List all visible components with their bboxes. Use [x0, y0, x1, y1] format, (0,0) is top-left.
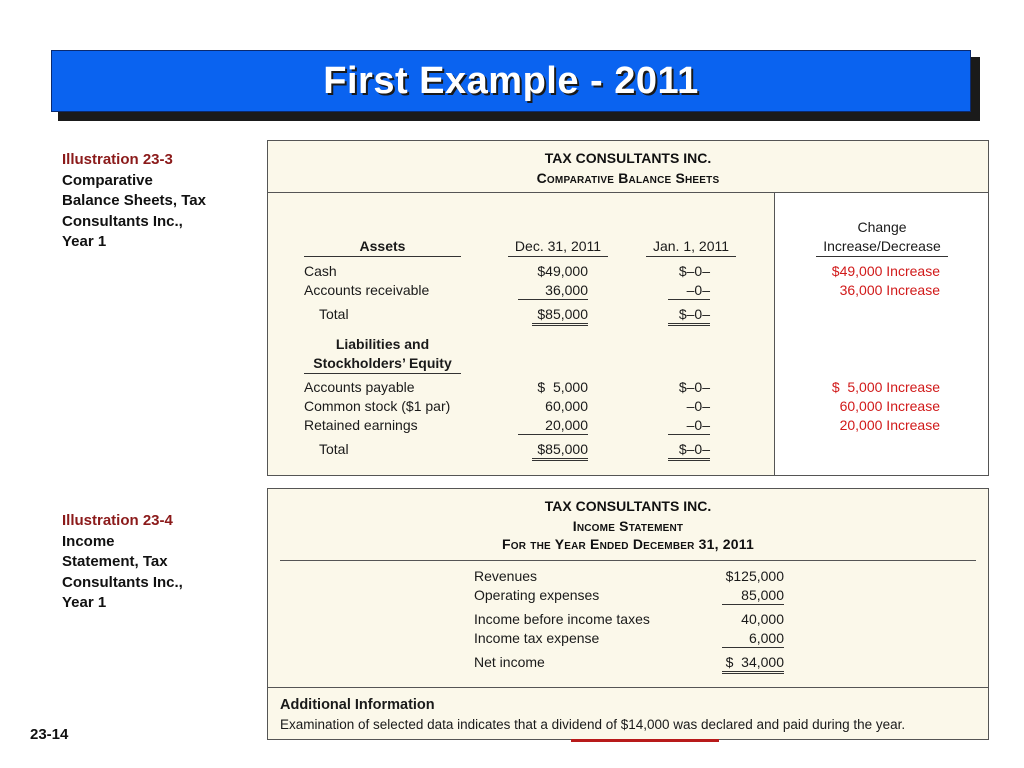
caption-ref: Illustration 23-3 — [62, 151, 173, 168]
change-column-divider — [774, 192, 775, 475]
cash-jan: $–0– — [678, 263, 710, 279]
slide-title: First Example - 2011 — [323, 59, 699, 102]
liab-total-dec: $85,000 — [532, 441, 588, 461]
income-statement — [267, 488, 989, 740]
income-subtitle: Income Statement — [572, 518, 684, 534]
assets-header: Assets — [304, 238, 461, 257]
income-tax-expense-value: 6,000 — [722, 630, 784, 648]
row-label-income-tax-expense: Income tax expense — [474, 630, 600, 646]
cs-dec: 60,000 — [545, 398, 588, 414]
caption-desc-line: Consultants Inc., — [62, 212, 183, 230]
change-header-line2: Increase/Decrease — [816, 238, 948, 257]
caption-desc-line: Consultants Inc., — [62, 573, 183, 591]
caption-ref: Illustration 23-4 — [62, 512, 173, 529]
row-label-accounts-receivable: Accounts receivable — [304, 282, 430, 298]
caption-illustration-23-3 — [62, 150, 252, 253]
dec-2011-header: Dec. 31, 2011 — [508, 238, 608, 257]
title-banner — [51, 50, 971, 112]
row-label-liabilities-total: Total — [319, 441, 349, 457]
row-label-revenues: Revenues — [474, 568, 538, 584]
revenues-value: $125,000 — [725, 568, 784, 584]
change-header-line1: Change — [857, 219, 907, 235]
ap-dec: $ 5,000 — [537, 379, 588, 395]
row-label-assets-total: Total — [319, 306, 349, 322]
caption-desc-line: Income — [62, 532, 115, 550]
caption-desc-line: Year 1 — [62, 594, 107, 611]
income-before-taxes-value: 40,000 — [741, 611, 784, 627]
row-label-accounts-payable: Accounts payable — [304, 379, 415, 395]
comparative-balance-sheet — [267, 140, 989, 476]
operating-expenses-value: 85,000 — [722, 587, 784, 605]
additional-info-text: Examination of selected data indicates that a dividend of $14,000 was declared and paid during the year. — [280, 717, 906, 732]
income-header-divider — [280, 560, 976, 561]
ap-change: $ 5,000 Increase — [831, 379, 940, 395]
cs-jan: –0– — [686, 398, 710, 414]
balance-company-name: TAX CONSULTANTS INC. — [544, 150, 712, 166]
caption-desc-line: Year 1 — [62, 233, 107, 250]
cash-dec: $49,000 — [537, 263, 588, 279]
additional-info-title: Additional Information — [280, 697, 435, 713]
row-label-income-before-taxes: Income before income taxes — [474, 611, 650, 627]
row-label-operating-expenses: Operating expenses — [474, 587, 600, 603]
re-change: 20,000 Increase — [839, 417, 940, 433]
row-label-cash: Cash — [304, 263, 337, 279]
balance-subtitle: Comparative Balance Sheets — [536, 170, 720, 186]
liabilities-header-line1: Liabilities and — [335, 336, 430, 352]
net-income-value: $ 34,000 — [722, 654, 784, 674]
liabilities-header-line2: Stockholders’ Equity — [304, 355, 461, 374]
row-label-net-income: Net income — [474, 654, 545, 670]
additional-info-divider — [268, 687, 988, 688]
caption-desc-line: Comparative — [62, 171, 153, 189]
ar-dec: 36,000 — [518, 282, 588, 300]
jan-2011-header: Jan. 1, 2011 — [646, 238, 736, 257]
accent-bar — [571, 739, 719, 742]
row-label-retained-earnings: Retained earnings — [304, 417, 418, 433]
ar-change: 36,000 Increase — [839, 282, 940, 298]
re-dec: 20,000 — [518, 417, 588, 435]
row-label-common-stock: Common stock ($1 par) — [304, 398, 451, 414]
cash-change: $49,000 Increase — [831, 263, 940, 279]
liab-total-jan: $–0– — [668, 441, 710, 461]
header-divider — [268, 192, 988, 193]
ap-jan: $–0– — [678, 379, 710, 395]
income-company-name: TAX CONSULTANTS INC. — [544, 498, 712, 514]
caption-desc-line: Statement, Tax — [62, 553, 168, 570]
caption-desc-line: Balance Sheets, Tax — [62, 192, 206, 209]
cs-change: 60,000 Increase — [839, 398, 940, 414]
ar-jan: –0– — [668, 282, 710, 300]
assets-total-dec: $85,000 — [532, 306, 588, 326]
caption-illustration-23-4 — [62, 511, 252, 614]
re-jan: –0– — [668, 417, 710, 435]
assets-total-jan: $–0– — [668, 306, 710, 326]
page-number: 23-14 — [30, 726, 69, 743]
income-period: For the Year Ended December 31, 2011 — [502, 536, 754, 552]
